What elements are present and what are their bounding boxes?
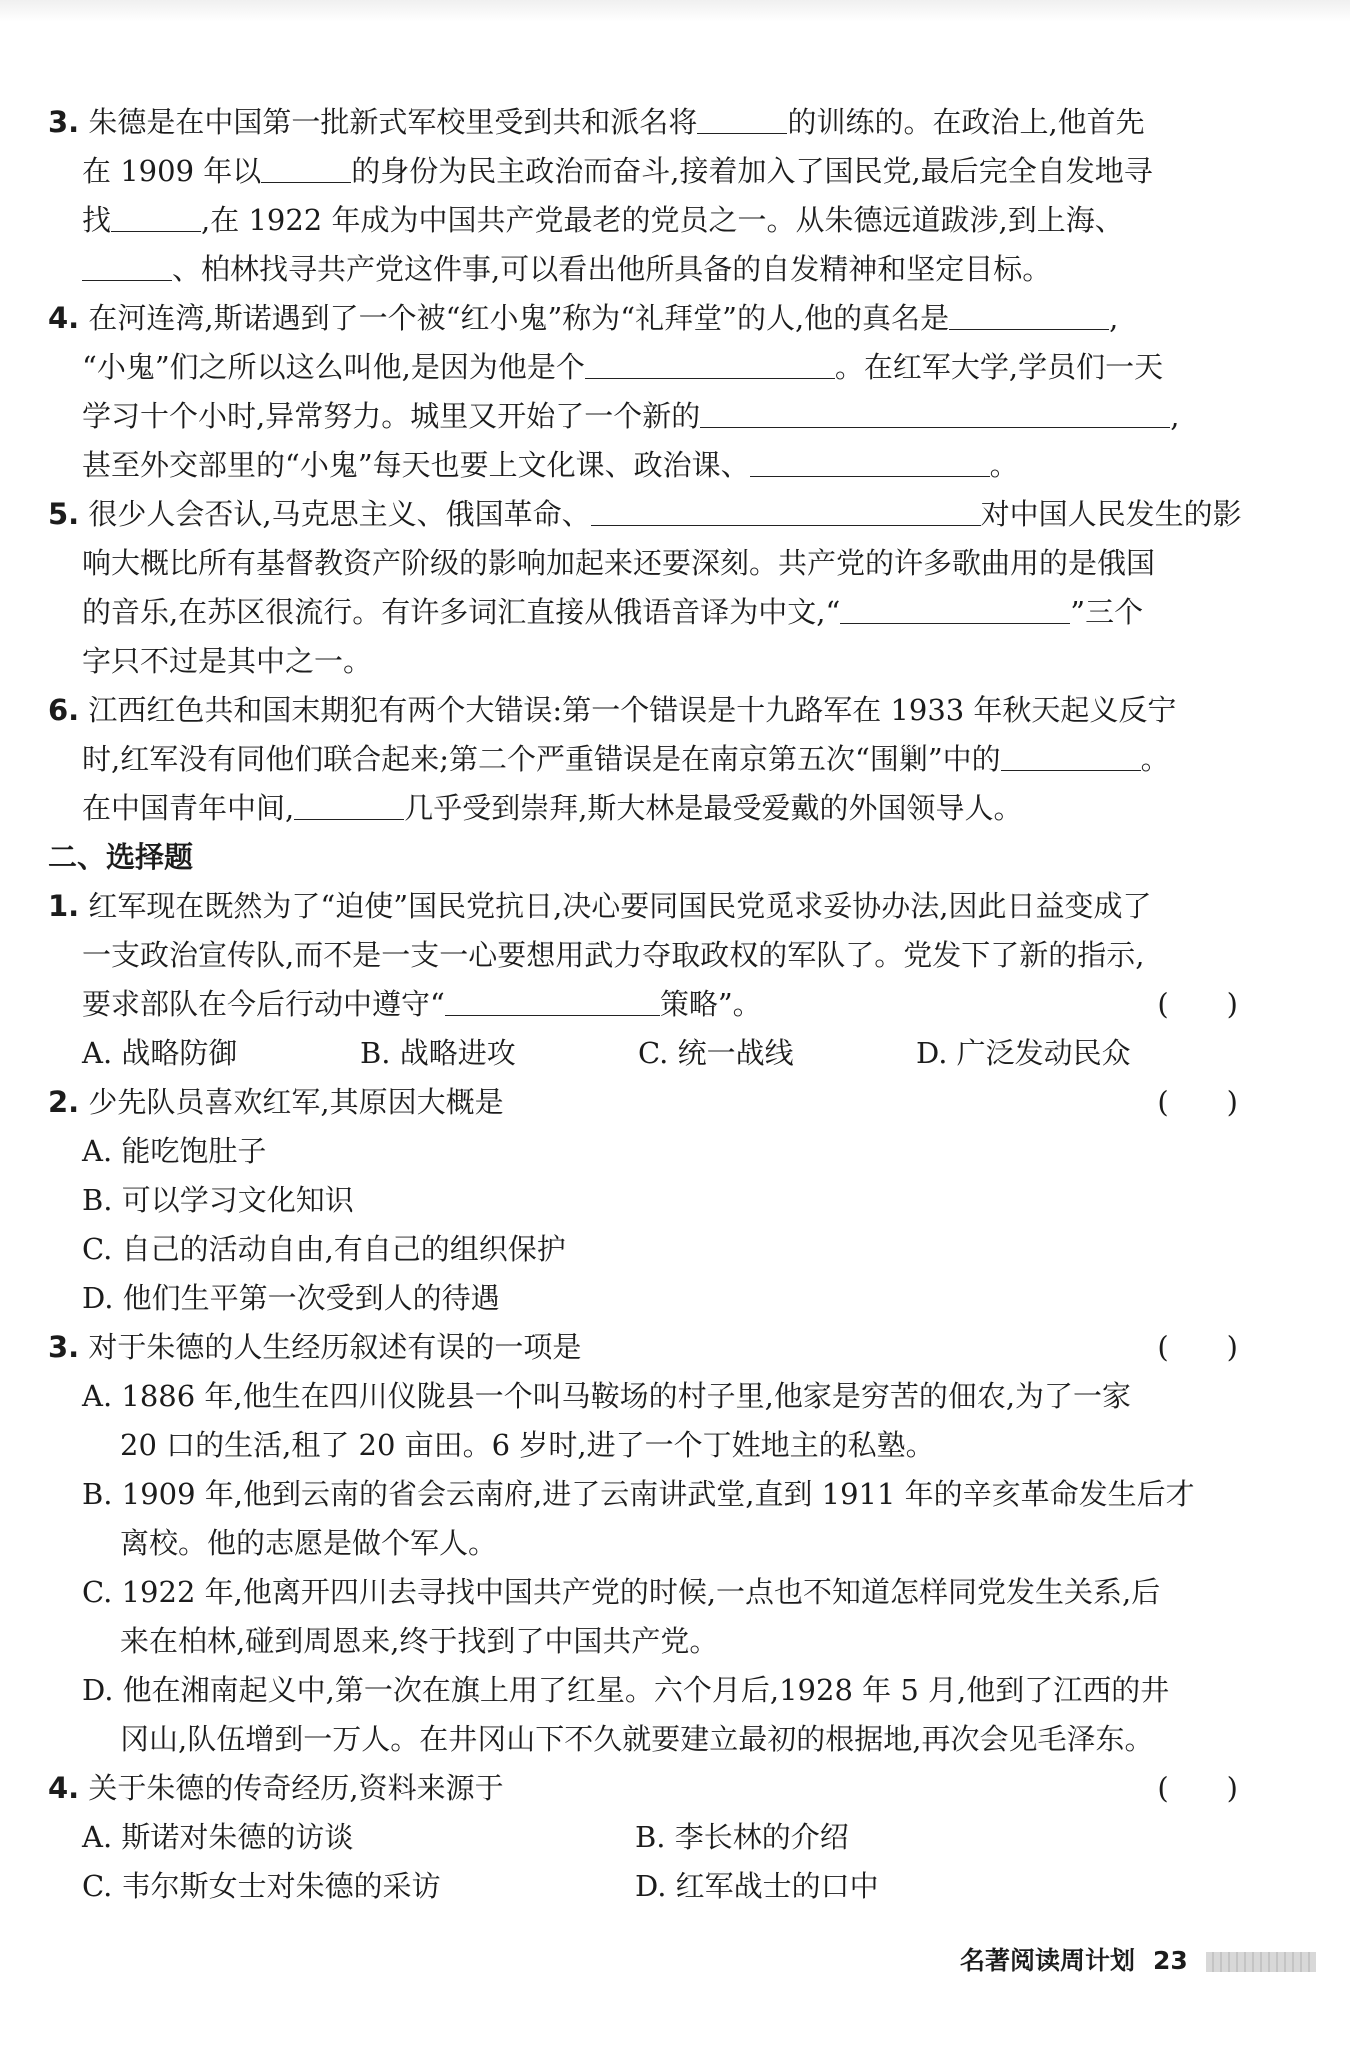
question-number: 4. <box>48 301 80 335</box>
q4-line-3 <box>48 392 1248 441</box>
q4-line-1 <box>48 294 1248 343</box>
q3-text: 、柏林找寻共产党这件事,可以看出他所具备的自发精神和坚定目标。 <box>172 252 1052 286</box>
q5-text: 对中国人民发生的影 <box>980 497 1242 531</box>
q3-text: 的身份为民主政治而奋斗,接着加入了国民党,最后完全自发地寻 <box>351 154 1153 188</box>
q4-text: 甚至外交部里的“小鬼”每天也要上文化课、政治课、 <box>82 448 750 482</box>
q4-text: , <box>1109 301 1119 335</box>
page-footer <box>960 1941 1316 1981</box>
q4-text: 学习十个小时,异常努力。城里又开始了一个新的 <box>82 399 701 433</box>
q3-text: 找 <box>82 203 112 237</box>
option-d[interactable]: D. 广泛发动民众 <box>916 1036 1131 1070</box>
option-b[interactable]: B. 1909 年,他到云南的省会云南府,进了云南讲武堂,直到 1911 年的辛亥革命发生后才 <box>82 1477 1195 1511</box>
mc2-text: 少先队员喜欢红军,其原因大概是 <box>88 1085 504 1119</box>
question-number: 1. <box>48 889 80 923</box>
answer-blank[interactable] <box>750 446 990 477</box>
q6-line-3 <box>48 784 1248 833</box>
mc4-text: 关于朱德的传奇经历,资料来源于 <box>88 1771 504 1805</box>
q6-text: 几乎受到崇拜,斯大林是最受爱戴的外国领导人。 <box>404 791 1023 825</box>
option-b[interactable]: B. 可以学习文化知识 <box>82 1183 354 1217</box>
q3-line-4 <box>48 245 1248 294</box>
answer-blank[interactable] <box>840 593 1070 624</box>
question-number: 3. <box>48 1330 80 1364</box>
option-c[interactable]: C. 统一战线 <box>638 1036 794 1070</box>
book-series-title: 名著阅读周计划 <box>960 1946 1136 1975</box>
option-b-cont: 离校。他的志愿是做个军人。 <box>120 1526 498 1560</box>
option-a[interactable]: A. 斯诺对朱德的访谈 <box>82 1820 354 1854</box>
option-b[interactable]: B. 李长林的介绍 <box>635 1820 849 1854</box>
q3-text: 在 1909 年以 <box>82 154 262 188</box>
section-heading: 二、选择题 <box>48 840 194 874</box>
option-c[interactable]: C. 韦尔斯女士对朱德的采访 <box>82 1869 441 1903</box>
q6-line-1 <box>48 686 1248 735</box>
answer-blank[interactable] <box>261 152 351 183</box>
option-d[interactable]: D. 红军战士的口中 <box>635 1869 879 1903</box>
footer-decoration-bar <box>1206 1952 1316 1972</box>
mc1-text: 一支政治宣传队,而不是一支一心要想用武力夺取政权的军队了。党发下了新的指示, <box>82 938 1145 972</box>
q5-text: 响大概比所有基督教资产阶级的影响加起来还要深刻。共产党的许多歌曲用的是俄国 <box>82 546 1156 580</box>
question-number: 5. <box>48 497 80 531</box>
answer-parentheses[interactable]: ( ) <box>1157 1085 1238 1119</box>
mc1-line-3 <box>48 980 1248 1029</box>
answer-blank[interactable] <box>445 985 660 1016</box>
option-a[interactable]: A. 能吃饱肚子 <box>82 1134 267 1168</box>
option-c[interactable]: C. 自己的活动自由,有自己的组织保护 <box>82 1232 566 1266</box>
option-a[interactable]: A. 战略防御 <box>82 1036 238 1070</box>
option-a[interactable]: A. 1886 年,他生在四川仪陇县一个叫马鞍场的村子里,他家是穷苦的佃农,为了一家 <box>82 1379 1132 1413</box>
option-d[interactable]: D. 他在湘南起义中,第一次在旗上用了红星。六个月后,1928 年 5 月,他到了江西的井 <box>82 1673 1170 1707</box>
q5-line-1 <box>48 490 1248 539</box>
option-c-cont: 来在柏林,碰到周恩来,终于找到了中国共产党。 <box>120 1624 719 1658</box>
option-b[interactable]: B. 战略进攻 <box>360 1036 516 1070</box>
mc3-stem <box>48 1323 1248 1372</box>
mc1-text: 红军现在既然为了“迫使”国民党抗日,决心要同国民党觅求妥协办法,因此日益变成了 <box>88 889 1152 923</box>
option-d[interactable]: D. 他们生平第一次受到人的待遇 <box>82 1281 500 1315</box>
mc1-text: 策略”。 <box>659 987 762 1021</box>
mc4-stem <box>48 1764 1248 1813</box>
q6-text: 。 <box>1140 742 1170 776</box>
mc1-line-2 <box>48 931 1248 980</box>
q5-text: 的音乐,在苏区很流行。有许多词汇直接从俄语音译为中文,“ <box>82 595 841 629</box>
q4-line-4 <box>48 441 1248 490</box>
mc1-text: 要求部队在今后行动中遵守“ <box>82 987 445 1021</box>
answer-blank[interactable] <box>111 201 201 232</box>
q4-text: “小鬼”们之所以这么叫他,是因为他是个 <box>82 350 585 384</box>
q4-line-2 <box>48 343 1248 392</box>
answer-blank[interactable] <box>585 348 835 379</box>
question-number: 3. <box>48 105 80 139</box>
mc4-options-row-2 <box>48 1862 1248 1911</box>
q5-text: 很少人会否认,马克思主义、俄国革命、 <box>88 497 591 531</box>
answer-blank[interactable] <box>949 299 1109 330</box>
q3-line-3 <box>48 196 1248 245</box>
answer-parentheses[interactable]: ( ) <box>1157 1330 1238 1364</box>
option-d-cont: 冈山,队伍增到一万人。在井冈山下不久就要建立最初的根据地,再次会见毛泽东。 <box>120 1722 1154 1756</box>
answer-blank[interactable] <box>294 789 404 820</box>
q4-text: , <box>1170 399 1180 433</box>
q4-text: 。 <box>989 448 1019 482</box>
option-a-cont: 20 口的生活,租了 20 亩田。6 岁时,进了一个丁姓地主的私塾。 <box>120 1428 935 1462</box>
q3-text: ,在 1922 年成为中国共产党最老的党员之一。从朱德远道跋涉,到上海、 <box>201 203 1124 237</box>
mc4-options-row-1 <box>48 1813 1248 1862</box>
answer-parentheses[interactable]: ( ) <box>1157 1771 1238 1805</box>
answer-blank[interactable] <box>700 397 1170 428</box>
answer-blank[interactable] <box>82 250 172 281</box>
q6-text: 在中国青年中间, <box>82 791 295 825</box>
mc1-options <box>48 1029 1248 1078</box>
q5-text: ”三个 <box>1070 595 1144 629</box>
q6-text: 时,红军没有同他们联合起来;第二个严重错误是在南京第五次“围剿”中的 <box>82 742 1001 776</box>
answer-blank[interactable] <box>697 103 787 134</box>
q5-line-3 <box>48 588 1248 637</box>
q5-line-4 <box>48 637 1248 686</box>
q6-line-2 <box>48 735 1248 784</box>
q4-text: 。在红军大学,学员们一天 <box>834 350 1164 384</box>
mc1-line-1 <box>48 882 1248 931</box>
answer-parentheses[interactable]: ( ) <box>1157 987 1238 1021</box>
q6-text: 江西红色共和国末期犯有两个大错误:第一个错误是十九路军在 1933 年秋天起义反宁 <box>88 693 1177 727</box>
q5-text: 字只不过是其中之一。 <box>82 644 373 678</box>
worksheet-content <box>48 98 1248 1911</box>
mc3-text: 对于朱德的人生经历叙述有误的一项是 <box>88 1330 582 1364</box>
q3-line-1 <box>48 98 1248 147</box>
answer-blank[interactable] <box>1001 740 1141 771</box>
q3-text: 的训练的。在政治上,他首先 <box>787 105 1145 139</box>
q3-text: 朱德是在中国第一批新式军校里受到共和派名将 <box>88 105 698 139</box>
question-number: 6. <box>48 693 80 727</box>
q3-line-2 <box>48 147 1248 196</box>
option-c[interactable]: C. 1922 年,他离开四川去寻找中国共产党的时候,一点也不知道怎样同党发生关系,后 <box>82 1575 1161 1609</box>
question-number: 2. <box>48 1085 80 1119</box>
q4-text: 在河连湾,斯诺遇到了一个被“红小鬼”称为“礼拜堂”的人,他的真名是 <box>88 301 950 335</box>
q5-line-2 <box>48 539 1248 588</box>
page-number: 23 <box>1153 1946 1188 1975</box>
question-number: 4. <box>48 1771 80 1805</box>
answer-blank[interactable] <box>591 495 981 526</box>
mc2-stem <box>48 1078 1248 1127</box>
